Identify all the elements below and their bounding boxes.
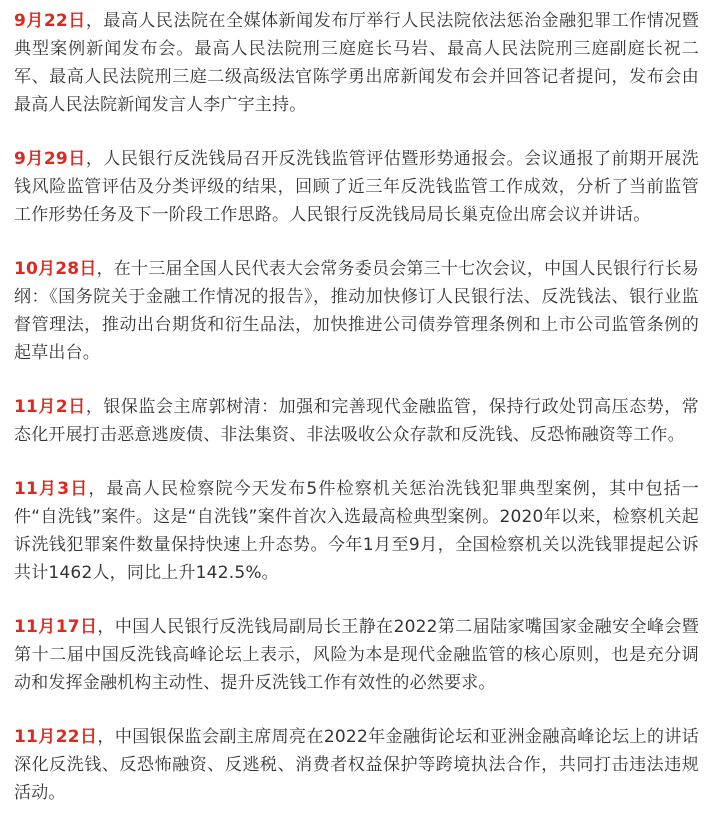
timeline-entry-7 <box>14 723 699 807</box>
timeline-entry-6 <box>14 613 699 697</box>
entry-text: ，最高人民法院在全媒体新闻发布厅举行人民法院依法惩治金融犯罪工作情况暨典型案例新闻发布会。最高人民法院刑三庭庭长马岩、最高人民法院刑三庭副庭长祝二军、最高人民法院刑三庭二级高级法官陈学勇出席新闻发布会并回答记者提问，发布会由最高人民法院新闻发言人李广宇主持。 <box>14 11 699 115</box>
timeline-entry-2 <box>14 145 699 229</box>
entry-date: 11月22日 <box>14 727 98 747</box>
entry-text: ，人民银行反洗钱局召开反洗钱监管评估暨形势通报会。会议通报了前期开展洗钱风险监管评估及分类评级的结果，回顾了近三年反洗钱监管工作成效，分析了当前监管工作形势任务及下一阶段工作思路。人民银行反洗钱局局长巢克俭出席会议并讲话。 <box>14 149 699 225</box>
entry-text: ，在十三届全国人民代表大会常务委员会第三十七次会议，中国人民银行行长易纲：《国务院关于金融工作情况的报告》，推动加快修订人民银行法、反洗钱法、银行业监督管理法，推动出台期货和衍生品法，加快推进公司债券管理条例和上市公司监管条例的起草出台。 <box>14 259 700 363</box>
entry-text: ，银保监会主席郭树清：加强和完善现代金融监管，保持行政处罚高压态势，常态化开展打击恶意逃废债、非法集资、非法吸收公众存款和反洗钱、反恐怖融资等工作。 <box>14 397 699 445</box>
entry-date: 11月2日 <box>14 397 86 417</box>
entry-date: 11月3日 <box>14 479 89 499</box>
timeline-entry-3 <box>14 255 699 367</box>
entry-text: ，中国银保监会副主席周亮在2022年金融街论坛和亚洲金融高峰论坛上的讲话深化反洗钱、反恐怖融资、反逃税、消费者权益保护等跨境执法合作，共同打击违法违规活动。 <box>14 727 699 803</box>
entry-date: 11月17日 <box>14 617 98 637</box>
timeline-entry-1 <box>14 7 699 119</box>
timeline-entry-5 <box>14 475 699 587</box>
entry-date: 9月22日 <box>14 11 86 31</box>
entry-text: ，最高人民检察院今天发布5件检察机关惩治洗钱犯罪典型案例，其中包括一件“自洗钱”案件。这是“自洗钱”案件首次入选最高检典型案例。2020年以来，检察机关起诉洗钱犯罪案件数量保持快速上升态势。今年1月至9月，全国检察机关以洗钱罪提起公诉共计1462人，同比上升142.5%。 <box>14 479 699 583</box>
entry-date: 9月29日 <box>14 149 86 169</box>
timeline-entry-4 <box>14 393 699 449</box>
entry-text: ，中国人民银行反洗钱局副局长王静在2022第二届陆家嘴国家金融安全峰会暨第十二届中国反洗钱高峰论坛上表示，风险为本是现代金融监管的核心原则，也是充分调动和发挥金融机构主动性、提升反洗钱工作有效性的必然要求。 <box>14 617 699 693</box>
entry-date: 10月28日 <box>14 259 97 279</box>
